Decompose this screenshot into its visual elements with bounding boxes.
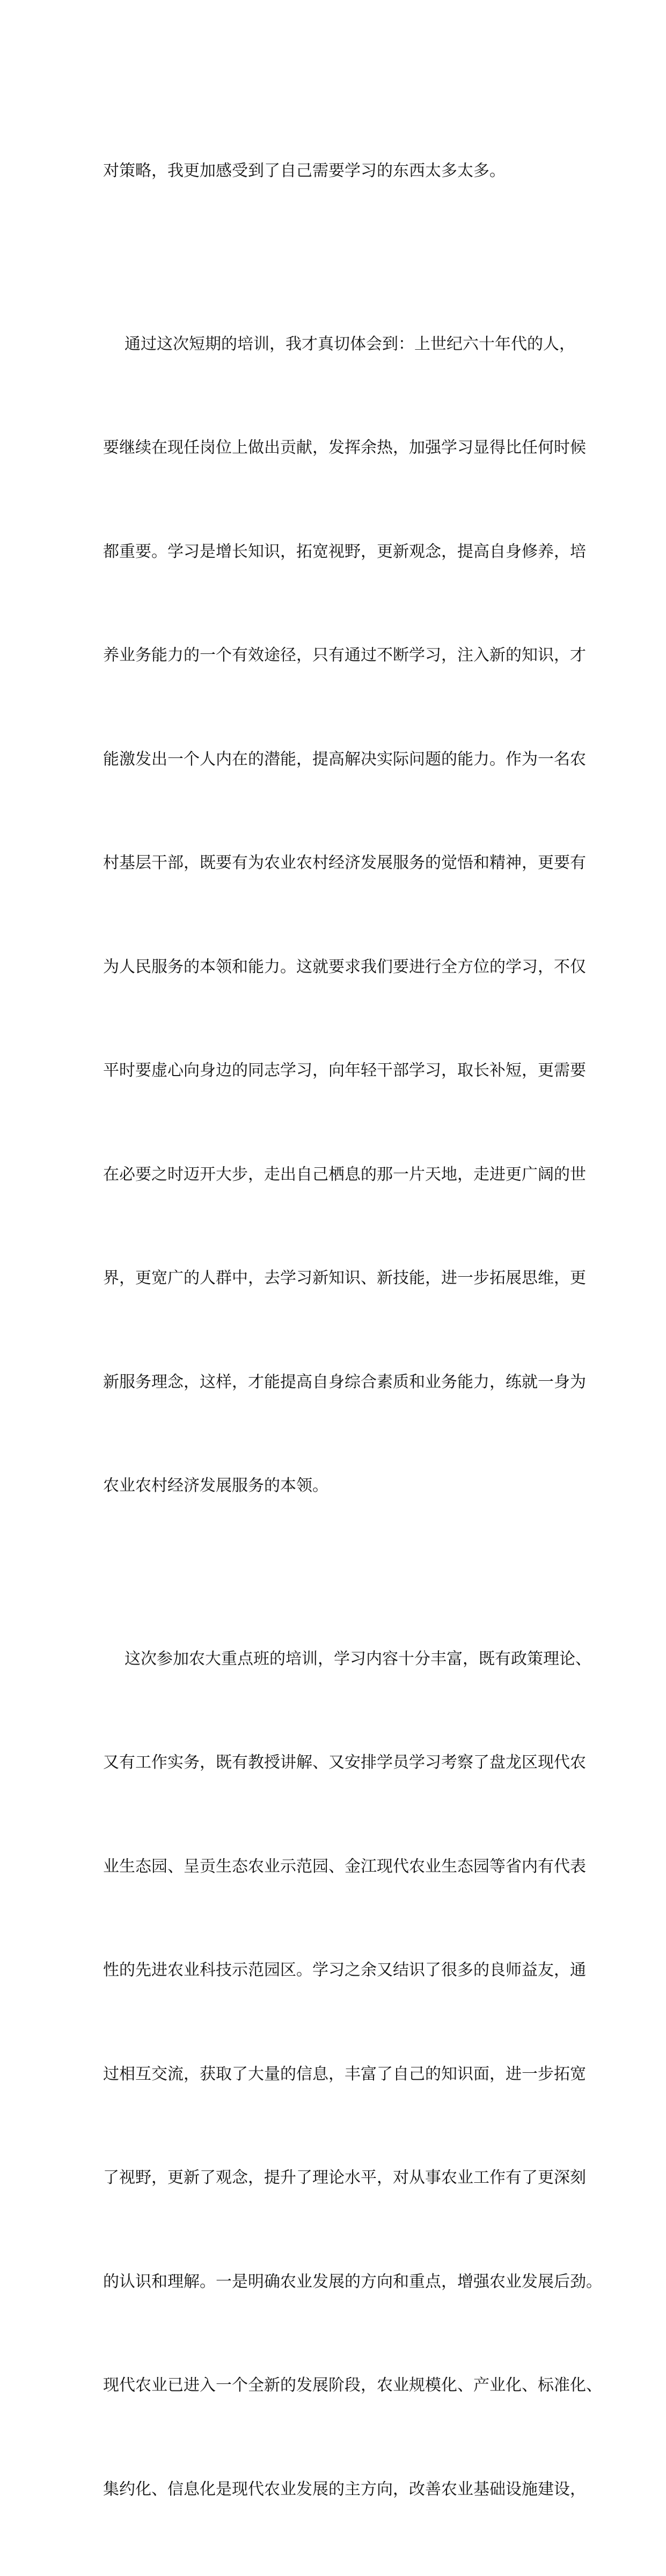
- text-line: 新服务理念，这样，才能提高自身综合素质和业务能力，练就一身为: [103, 1365, 573, 1400]
- text-line: 业生态园、呈贡生态农业示范园、金江现代农业生态园等省内有代表: [103, 1850, 573, 1885]
- text-line: 农业农村经济发展服务的本领。: [103, 1469, 573, 1504]
- text-line: 在必要之时迈开大步，走出自己栖息的那一片天地，走进更广阔的世: [103, 1158, 573, 1193]
- paragraph-2: [103, 258, 573, 1573]
- body-text: [103, 85, 573, 2576]
- text-line: 都重要。学习是增长知识，拓宽视野，更新观念，提高自身修养，培: [103, 535, 573, 570]
- paragraph-3: [103, 1573, 573, 2576]
- text-line: 这次参加农大重点班的培训，学习内容十分丰富，既有政策理论、: [103, 1642, 573, 1677]
- text-line: 要继续在现任岗位上做出贡献，发挥余热，加强学习显得比任何时候: [103, 431, 573, 466]
- text-line: 界，更宽广的人群中，去学习新知识、新技能，进一步拓展思维，更: [103, 1261, 573, 1296]
- document-page: [0, 0, 666, 941]
- text-line: 通过这次短期的培训，我才真切体会到：上世纪六十年代的人，: [103, 327, 573, 362]
- text-line: 平时要虚心向身边的同志学习，向年轻干部学习，取长补短，更需要: [103, 1054, 573, 1088]
- text-line: 为人民服务的本领和能力。这就要求我们要进行全方位的学习，不仅: [103, 950, 573, 985]
- text-line: 养业务能力的一个有效途径，只有通过不断学习，注入新的知识，才: [103, 638, 573, 673]
- text-line: 村基层干部，既要有为农业农村经济发展服务的觉悟和精神，更要有: [103, 846, 573, 881]
- text-line: 的认识和理解。一是明确农业发展的方向和重点，增强农业发展后劲。: [103, 2265, 573, 2300]
- text-line: 了视野，更新了观念，提升了理论水平，对从事农业工作有了更深刻: [103, 2161, 573, 2196]
- text-line: 又有工作实务，既有教授讲解、又安排学员学习考察了盘龙区现代农: [103, 1746, 573, 1780]
- paragraph-1: [103, 85, 573, 258]
- text-line: 对策略，我更加感受到了自己需要学习的东西太多太多。: [103, 154, 573, 189]
- text-line: 过相互交流，获取了大量的信息，丰富了自己的知识面，进一步拓宽: [103, 2057, 573, 2092]
- text-line: 性的先进农业科技示范园区。学习之余又结识了很多的良师益友，通: [103, 1953, 573, 1988]
- text-line: 集约化、信息化是现代农业发展的主方向，改善农业基础设施建设，: [103, 2472, 573, 2507]
- text-line: 能激发出一个人内在的潜能，提高解决实际问题的能力。作为一名农: [103, 742, 573, 777]
- text-line: 现代农业已进入一个全新的发展阶段，农业规模化、产业化、标准化、: [103, 2368, 573, 2403]
